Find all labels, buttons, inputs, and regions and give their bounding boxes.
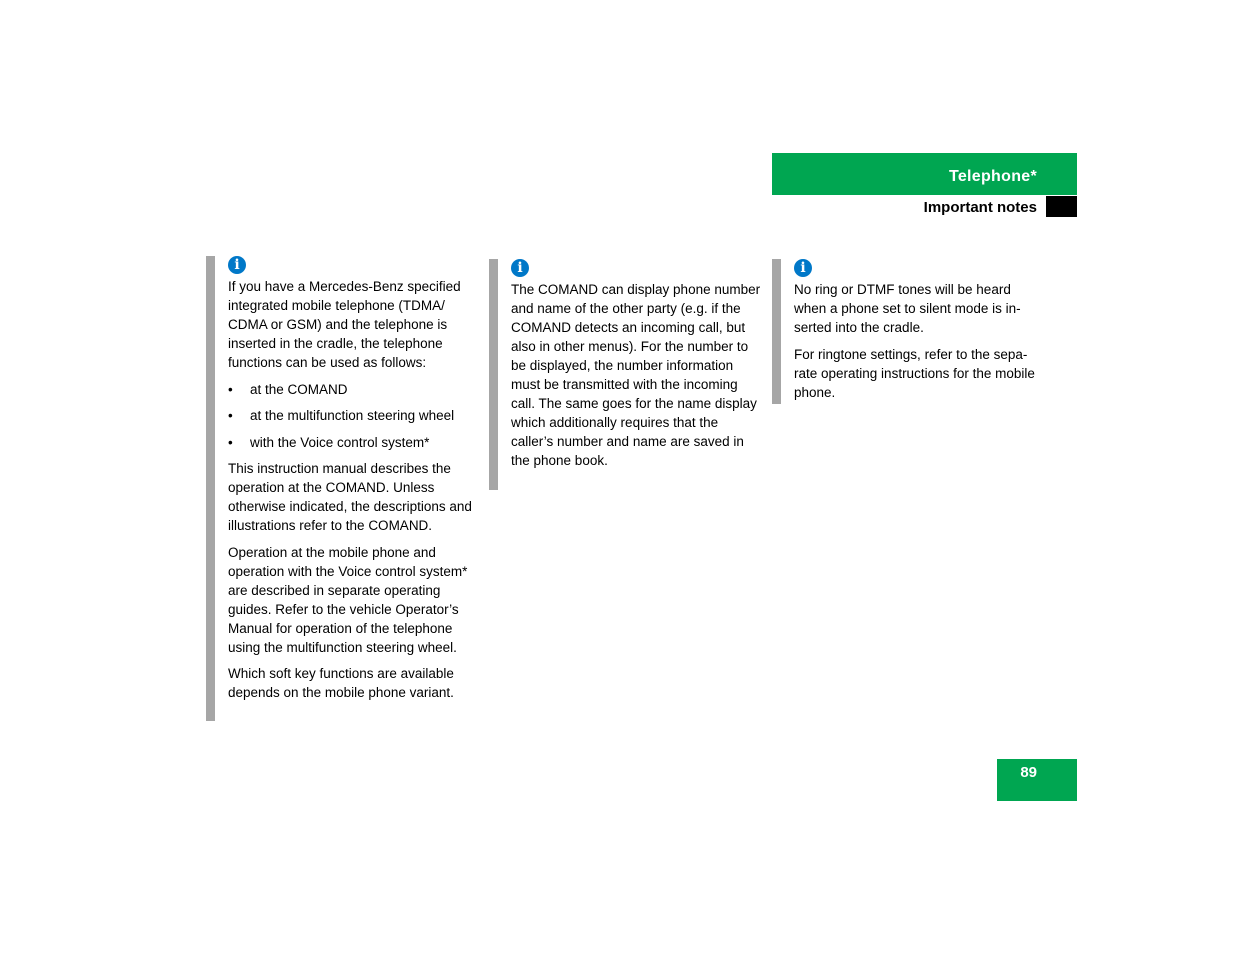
info-icon: i: [228, 256, 246, 274]
note-paragraph: Operation at the mobile phone and operation with the Voice control system* are described in separate operating guides. Refer to the vehicle Operator’s Manual for operation of the telephone using the multifunction steering wheel.: [228, 544, 468, 655]
info-note-3: [772, 259, 1046, 404]
info-note-1: [206, 256, 480, 721]
subsection-header: [772, 196, 1077, 218]
list-item: • with the Voice control system*: [228, 433, 480, 452]
note-paragraph: The COMAND can display phone number and name of the other party (e.g. if the COMAND detects an incoming call, but also in other menus). For the number to be displayed, the number information must be transmitted with the incoming call. The same goes for the name display which additionally requires that the caller’s number and name are saved in the phone book.: [511, 282, 761, 468]
note-paragraph: This instruction manual describes the operation at the COMAND. Unless otherwise indicated, the descriptions and illustrations refer to the COMAND.: [228, 461, 472, 533]
subsection-title: Important notes: [923, 199, 1037, 216]
section-title: Telephone*: [948, 168, 1037, 185]
function-list: [228, 380, 480, 452]
page-number-box: [997, 759, 1077, 801]
list-item: • at the multifunction steering wheel: [228, 406, 480, 425]
page-number: 89: [1020, 764, 1037, 781]
section-tab-marker: [1046, 196, 1077, 217]
list-item: • at the COMAND: [228, 380, 480, 399]
note-paragraph: For ringtone settings, refer to the sepa-rate operating instructions for the mobile phone.: [794, 346, 1035, 400]
note-paragraph: No ring or DTMF tones will be heard when a phone set to silent mode is in-serted into the cradle.: [794, 282, 1021, 335]
note-paragraph: If you have a Mercedes-Benz specified integrated mobile telephone (TDMA/ CDMA or GSM) and the telephone is inserted in the cradle, the telephone functions can be used as follows:: [228, 279, 461, 370]
info-icon: i: [794, 259, 812, 277]
info-icon: i: [511, 259, 529, 277]
section-header: [772, 153, 1077, 195]
info-note-2: [489, 259, 763, 490]
note-paragraph: Which soft key functions are available depends on the mobile phone variant.: [228, 666, 454, 700]
